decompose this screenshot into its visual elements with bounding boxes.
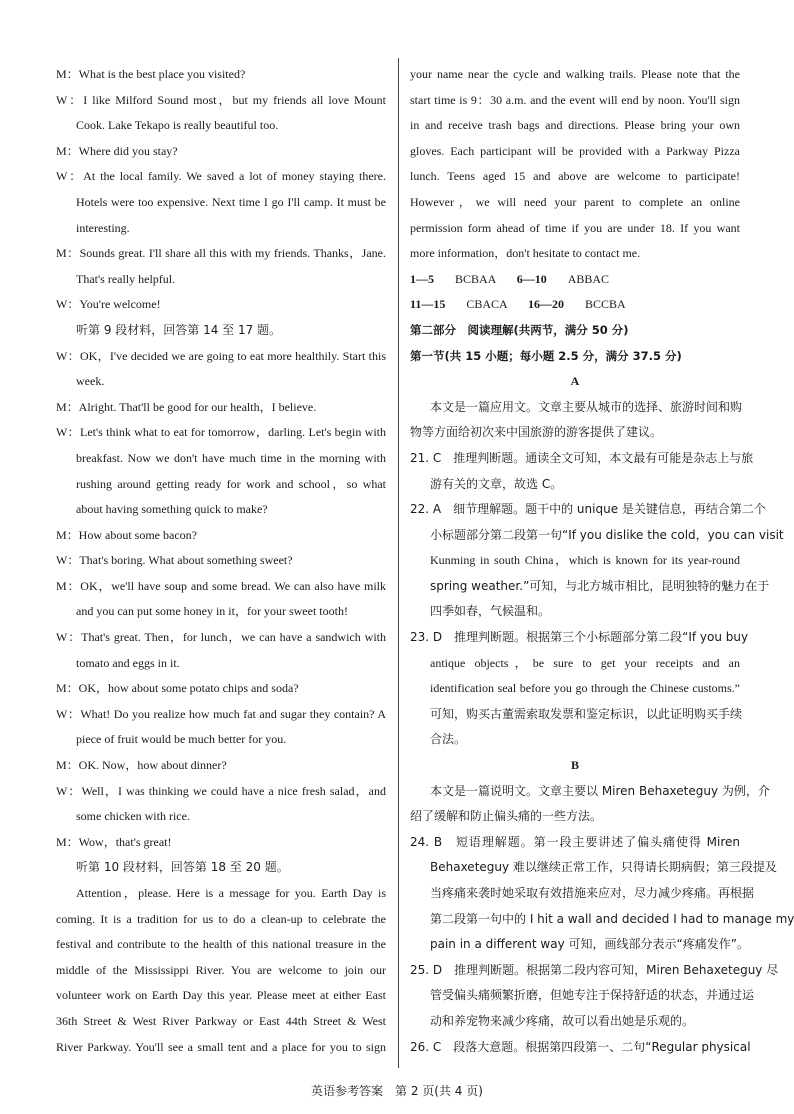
text-line: 21. C 推理判断题。通读全文可知，本文最有可能是杂志上与旅	[410, 450, 754, 465]
answer-range: 6—10	[516, 271, 547, 286]
text-line: piece of fruit would be much better for you.	[76, 732, 287, 747]
text-line: interesting.	[76, 220, 130, 235]
text-line: about having something quick to make?	[76, 502, 268, 517]
text-line: pain in a different way 可知，画线部分表示“疼痛发作”。	[430, 937, 749, 952]
text-line: 可知，购买古董需索取发票和鉴定标识，以此证明购买手续	[430, 706, 743, 721]
answer-letters: ABBAC	[567, 271, 610, 286]
text-line: M：How about some bacon?	[56, 527, 197, 542]
text-line: M：OK. Now，how about dinner?	[56, 758, 227, 773]
text-line: and you can put some honey in it，for your sweet tooth!	[76, 604, 348, 619]
text-line: Hotels were too expensive. Next time I go I'll camp. It must be	[76, 194, 386, 209]
text-line: gloves. Each participant will be provided with a Parkway Pizza	[410, 143, 740, 158]
text-line: 物等方面给初次来中国旅游的游客提供了建议。	[410, 425, 663, 440]
passage-a-explanations	[410, 395, 784, 753]
text-line: W：Let's think what to eat for tomorrow，darling. Let's begin with	[56, 425, 386, 440]
text-line: W：Well，I was thinking we could have a nice fresh salad，and	[56, 783, 386, 798]
text-line: M：Sounds great. I'll share all this with my friends. Thanks，Jane.	[56, 246, 386, 261]
text-line: Cook. Lake Tekapo is really beautiful too.	[76, 118, 279, 133]
text-line: breakfast. Now we don't have much time in the morning with	[76, 450, 386, 465]
text-line: start time is 9：30 a.m. and the event will end by noon. You'll sign	[410, 92, 740, 107]
text-line: M：OK，we'll have soup and some bread. We can also have milk	[56, 578, 386, 593]
text-line: festival and contribute to the health of this national treasure in the	[56, 937, 386, 952]
left-column	[56, 62, 386, 1060]
text-line: week.	[76, 374, 105, 389]
text-line: tomato and eggs in it.	[76, 655, 180, 670]
text-line: 36th Street & West River Parkway or East 44th Street & West	[56, 1013, 386, 1028]
text-line: 当疼痛来袭时她采取有效措施来应对，尽力减少疼痛。再根据	[430, 886, 755, 900]
text-line: M：OK，how about some potato chips and soda?	[56, 681, 299, 696]
text-line: spring weather.”可知，与北方城市相比，昆明独特的魅力在于	[430, 578, 770, 593]
text-line: M：Wow，that's great!	[56, 834, 172, 849]
text-line: 管受偏头痛频繁折磨，但她专注于保持舒适的状态，并通过运	[430, 988, 755, 1003]
text-line: 动和养宠物来减少疼痛，故可以看出她是乐观的。	[430, 1013, 695, 1028]
text-line: 合法。	[430, 732, 467, 747]
answer-letters: BCBAA	[455, 271, 496, 286]
answer-range: 11—15	[410, 297, 446, 312]
answer-letters: BCCBA	[585, 297, 626, 312]
text-line: W：You're welcome!	[56, 297, 161, 312]
text-line: That's really helpful.	[76, 271, 176, 286]
text-line: 听第 9 段材料，回答第 14 至 17 题。	[76, 322, 282, 337]
text-line: in and receive trash bags and directions. Please bring your own	[410, 118, 740, 133]
text-line: more information，don't hesitate to contact me.	[410, 246, 641, 261]
text-line: However，we will need your parent to complete an online	[410, 194, 740, 209]
text-line: coming. It is a tradition for us to do a clean-up to celebrate the	[56, 911, 386, 926]
text-line: 22. A 细节理解题。题干中的 unique 是关键信息，再结合第二个	[410, 502, 766, 517]
text-line: 本文是一篇说明文。文章主要以 Miren Behaxeteguy 为例，介	[430, 783, 770, 798]
text-line: 四季如春，气候温和。	[430, 604, 551, 619]
text-line: 24. B 短语理解题。第一段主要讲述了偏头痛使得 Miren	[410, 834, 740, 849]
text-line: 25. D 推理判断题。根据第二段内容可知，Miren Behaxeteguy 尽	[410, 962, 779, 977]
text-line: W：I like Milford Sound most，but my friends all love Mount	[56, 92, 386, 107]
right-column	[410, 62, 794, 1060]
column-divider	[398, 58, 399, 1068]
text-line: Behaxeteguy 难以继续正常工作，只得请长期病假；第三段提及	[430, 860, 777, 875]
text-line: 26. C 段落大意题。根据第四段第一、二句“Regular physical	[410, 1039, 751, 1054]
text-line: W：OK，I've decided we are going to eat more healthily. Start this	[56, 348, 386, 363]
text-line: 本文是一篇应用文。文章主要从城市的选择、旅游时间和购	[430, 399, 743, 414]
text-line: antique objects，be sure to get your receipts and an	[430, 655, 740, 670]
part-heading: 第二部分 阅读理解(共两节，满分 50 分)	[410, 322, 629, 337]
text-line: volunteer work on Earth Day this year. Please meet at either East	[56, 988, 386, 1003]
passage-b-explanations	[410, 779, 794, 1061]
answer-key-row	[410, 292, 740, 318]
text-line: 游有关的文章，故选 C。	[430, 476, 563, 491]
text-line: 绍了缓解和防止偏头痛的一些方法。	[410, 809, 603, 824]
text-line: W：At the local family. We saved a lot of money staying there.	[56, 169, 386, 184]
text-line: W：That's boring. What about something sweet?	[56, 553, 293, 568]
text-line: M：Alright. That'll be good for our health，I believe.	[56, 399, 317, 414]
text-line: 小标题部分第二段第一句“If you dislike the cold，you can visit	[430, 527, 784, 542]
text-line: 第二段第一句中的 I hit a wall and decided I had to manage my	[430, 911, 794, 926]
answer-range: 1—5	[410, 271, 434, 286]
answer-key-row	[410, 267, 740, 293]
text-line: Attention，please. Here is a message for you. Earth Day is	[76, 886, 386, 900]
text-line: M：What is the best place you visited?	[56, 67, 246, 81]
text-line: River Parkway. You'll see a small tent and a place for you to sign	[56, 1039, 386, 1054]
text-line: W：That's great. Then，for lunch，we can have a sandwich with	[56, 630, 386, 645]
page-footer: 英语参考答案 第 2 页(共 4 页)	[311, 1084, 483, 1098]
passage-b-label: B	[570, 758, 579, 773]
text-line: 听第 10 段材料，回答第 18 至 20 题。	[76, 860, 289, 875]
text-line: W：What! Do you realize how much fat and sugar they contain? A	[56, 706, 386, 721]
answer-letters: CBACA	[466, 297, 508, 312]
text-line: Kunming in south China，which is known for its year-round	[430, 553, 740, 568]
section-heading: 第一节(共 15 小题；每小题 2.5 分，满分 37.5 分)	[410, 348, 682, 363]
text-line: middle of the Mississippi River. You are welcome to join our	[56, 962, 386, 977]
text-line: rushing around getting ready for work and school，so what	[76, 476, 386, 491]
text-line: M：Where did you stay?	[56, 143, 178, 158]
passage-a-label: A	[570, 374, 580, 389]
text-line: 23. D 推理判断题。根据第三个小标题部分第二段“If you buy	[410, 630, 749, 645]
text-line: permission form ahead of time if you are under 18. If you want	[410, 220, 740, 235]
text-line: your name near the cycle and walking trails. Please note that the	[410, 67, 740, 81]
text-line: identification seal before you go through the Chinese customs.”	[430, 681, 740, 696]
text-line: lunch. Teens aged 15 and above are welcome to participate!	[410, 169, 740, 184]
listening-transcript-continued	[410, 62, 740, 267]
text-line: some chicken with rice.	[76, 809, 190, 824]
answer-range: 16—20	[528, 297, 565, 312]
